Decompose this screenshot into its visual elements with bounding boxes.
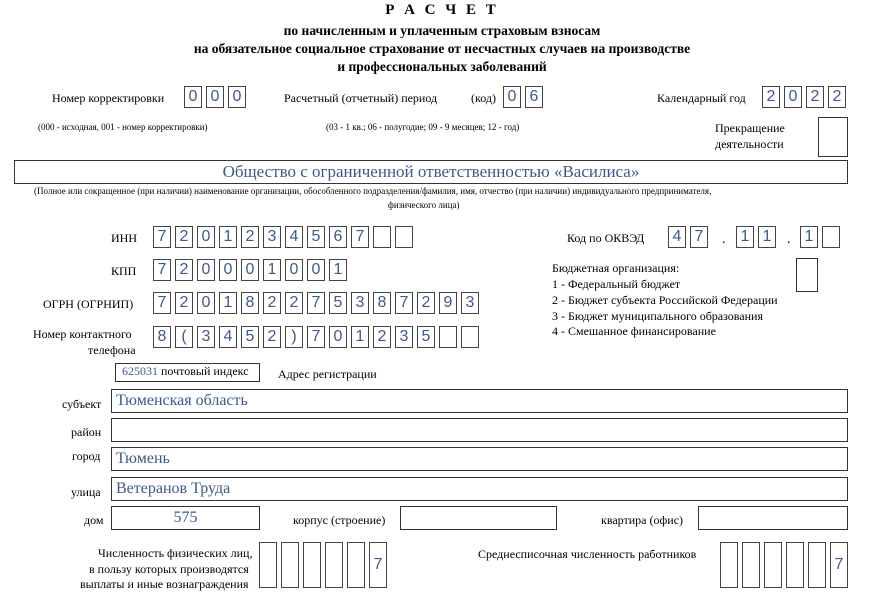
- ogrn-digit[interactable]: 2: [175, 292, 193, 314]
- phone-digit[interactable]: [439, 326, 457, 348]
- inn-digit[interactable]: [373, 226, 391, 248]
- phone-digit[interactable]: 8: [153, 326, 171, 348]
- okved-digit[interactable]: 1: [736, 226, 754, 248]
- individuals-digit[interactable]: [303, 542, 321, 588]
- termination-label-line1: Прекращение: [715, 121, 785, 135]
- period-note: (03 - 1 кв.; 06 - полугодие; 09 - 9 месяцев; 12 - год): [326, 122, 520, 132]
- correction-note: (000 - исходная, 001 - номер корректировки): [38, 122, 208, 132]
- street-field[interactable]: Ветеранов Труда: [111, 477, 848, 501]
- org-name-note-line1: (Полное или сокращенное (при наличии) наименование организации, обособленного подразделения/фамилия, имя, отчество (при наличии) индивидуального предпринимателя,: [34, 186, 712, 196]
- house-field[interactable]: 575: [111, 506, 260, 530]
- ogrn-digit[interactable]: 2: [417, 292, 435, 314]
- inn-digit[interactable]: [395, 226, 413, 248]
- kpp-digit[interactable]: 0: [197, 259, 215, 281]
- individuals-digit[interactable]: [347, 542, 365, 588]
- okved-digit[interactable]: 1: [758, 226, 776, 248]
- postal-code-field[interactable]: [115, 363, 260, 382]
- period-code-label: (код): [471, 91, 496, 105]
- year-cells[interactable]: [762, 86, 850, 108]
- org-name-field[interactable]: [14, 160, 848, 184]
- individuals-label-line3: выплаты и иные вознаграждения: [80, 577, 249, 591]
- ogrn-digit[interactable]: 9: [439, 292, 457, 314]
- postal-code-label: почтовый индекс: [161, 364, 249, 378]
- budget-option: 4 - Смешанное финансирование: [552, 324, 716, 338]
- apartment-field[interactable]: [698, 506, 848, 530]
- kpp-digit[interactable]: 7: [153, 259, 171, 281]
- kpp-label: КПП: [111, 264, 137, 278]
- okved-digit[interactable]: 1: [800, 226, 818, 248]
- budget-option: 2 - Бюджет субъекта Российской Федерации: [552, 293, 778, 307]
- phone-digit[interactable]: 1: [351, 326, 369, 348]
- period-label: Расчетный (отчетный) период: [284, 91, 438, 105]
- ogrn-digit[interactable]: 7: [307, 292, 325, 314]
- kpp-digit[interactable]: 1: [329, 259, 347, 281]
- phone-digit[interactable]: 5: [241, 326, 259, 348]
- district-field[interactable]: [111, 418, 848, 442]
- okved-dot: .: [722, 232, 726, 247]
- termination-checkbox[interactable]: [818, 117, 848, 157]
- budget-option: 1 - Федеральный бюджет: [552, 277, 681, 291]
- street-label: улица: [71, 485, 101, 499]
- okved-part2-cells[interactable]: [736, 226, 780, 248]
- org-name-note-line2: физического лица): [388, 200, 460, 210]
- okved-part3-cells[interactable]: [800, 226, 844, 248]
- ogrn-digit[interactable]: 2: [285, 292, 303, 314]
- individuals-digit[interactable]: [325, 542, 343, 588]
- okved-digit[interactable]: 4: [668, 226, 686, 248]
- inn-digit[interactable]: 5: [307, 226, 325, 248]
- phone-cells[interactable]: [153, 326, 483, 348]
- house-label: дом: [84, 513, 104, 527]
- region-field[interactable]: Тюменская область: [111, 389, 848, 413]
- inn-cells[interactable]: [153, 226, 417, 248]
- ogrn-digit[interactable]: 2: [263, 292, 281, 314]
- year-digit[interactable]: 2: [806, 86, 824, 108]
- ogrn-digit[interactable]: 1: [219, 292, 237, 314]
- phone-label-line1: Номер контактного: [33, 327, 132, 341]
- avg-headcount-digit[interactable]: 7: [830, 542, 848, 588]
- city-field[interactable]: Тюмень: [111, 447, 848, 471]
- phone-digit[interactable]: 5: [417, 326, 435, 348]
- phone-digit[interactable]: 7: [307, 326, 325, 348]
- individuals-digit[interactable]: [281, 542, 299, 588]
- inn-digit[interactable]: 3: [263, 226, 281, 248]
- ogrn-cells[interactable]: [153, 292, 483, 314]
- okved-part1-cells[interactable]: [668, 226, 712, 248]
- building-label: корпус (строение): [293, 513, 386, 527]
- year-digit[interactable]: 0: [784, 86, 802, 108]
- avg-headcount-digit[interactable]: [720, 542, 738, 588]
- inn-digit[interactable]: 6: [329, 226, 347, 248]
- correction-digit[interactable]: 0: [184, 86, 202, 108]
- building-field[interactable]: [400, 506, 557, 530]
- budget-option: 3 - Бюджет муниципального образования: [552, 309, 763, 323]
- okved-label: Код по ОКВЭД: [567, 231, 645, 245]
- correction-digit[interactable]: 0: [206, 86, 224, 108]
- okved-digit[interactable]: [822, 226, 840, 248]
- year-digit[interactable]: 2: [828, 86, 846, 108]
- form-title: Р А С Ч Е Т: [385, 2, 499, 18]
- ogrn-digit[interactable]: 7: [395, 292, 413, 314]
- form-subtitle-line3: и профессиональных заболеваний: [337, 59, 547, 74]
- district-label: район: [71, 425, 102, 439]
- kpp-digit[interactable]: 0: [241, 259, 259, 281]
- inn-digit[interactable]: 7: [351, 226, 369, 248]
- form-subtitle-line1: по начисленным и уплаченным страховым взносам: [283, 23, 601, 38]
- phone-digit[interactable]: ): [285, 326, 303, 348]
- year-digit[interactable]: 2: [762, 86, 780, 108]
- period-cells[interactable]: [503, 86, 547, 108]
- phone-digit[interactable]: 3: [395, 326, 413, 348]
- phone-label-line2: телефона: [88, 343, 136, 357]
- individuals-digit[interactable]: 7: [369, 542, 387, 588]
- individuals-label-line1: Численность физических лиц,: [98, 546, 253, 560]
- correction-cells[interactable]: [184, 86, 250, 108]
- period-digit[interactable]: 0: [503, 86, 521, 108]
- inn-digit[interactable]: 2: [175, 226, 193, 248]
- correction-label: Номер корректировки: [52, 91, 165, 105]
- ogrn-digit[interactable]: 5: [329, 292, 347, 314]
- period-digit[interactable]: 6: [525, 86, 543, 108]
- correction-digit[interactable]: 0: [228, 86, 246, 108]
- avg-headcount-digit[interactable]: [764, 542, 782, 588]
- form-subtitle-line2: на обязательное социальное страхование от несчастных случаев на производстве: [193, 41, 691, 56]
- inn-digit[interactable]: 0: [197, 226, 215, 248]
- phone-digit[interactable]: 0: [329, 326, 347, 348]
- kpp-digit[interactable]: 1: [263, 259, 281, 281]
- ogrn-label: ОГРН (ОГРНИП): [43, 297, 134, 311]
- org-name-value: Общество с ограниченной ответственностью «Василиса»: [222, 162, 640, 181]
- kpp-digit[interactable]: 0: [285, 259, 303, 281]
- okved-dot: .: [787, 232, 791, 247]
- avg-headcount-label: Среднесписочная численность работников: [478, 547, 697, 561]
- individuals-label-line2: в пользу которых производятся: [89, 562, 249, 576]
- ogrn-digit[interactable]: 8: [373, 292, 391, 314]
- ogrn-digit[interactable]: 3: [461, 292, 479, 314]
- inn-digit[interactable]: 2: [241, 226, 259, 248]
- ogrn-digit[interactable]: 0: [197, 292, 215, 314]
- termination-label-line2: деятельности: [715, 137, 784, 151]
- okved-digit[interactable]: 7: [690, 226, 708, 248]
- budget-label: Бюджетная организация:: [552, 261, 680, 275]
- inn-digit[interactable]: 4: [285, 226, 303, 248]
- individuals-digit[interactable]: [259, 542, 277, 588]
- ogrn-digit[interactable]: 8: [241, 292, 259, 314]
- kpp-digit[interactable]: 0: [219, 259, 237, 281]
- budget-code-cell[interactable]: [796, 258, 818, 292]
- kpp-digit[interactable]: 0: [307, 259, 325, 281]
- avg-headcount-digit[interactable]: [786, 542, 804, 588]
- phone-digit[interactable]: (: [175, 326, 193, 348]
- phone-digit[interactable]: 2: [263, 326, 281, 348]
- postal-code-value: 625031: [122, 364, 158, 378]
- kpp-digit[interactable]: 2: [175, 259, 193, 281]
- apartment-label: квартира (офис): [601, 513, 684, 527]
- inn-digit[interactable]: 1: [219, 226, 237, 248]
- avg-headcount-digit[interactable]: [808, 542, 826, 588]
- avg-headcount-cells[interactable]: [720, 542, 852, 588]
- year-label: Календарный год: [657, 91, 746, 105]
- individuals-cells[interactable]: [259, 542, 391, 588]
- city-label: город: [72, 449, 101, 463]
- phone-digit[interactable]: [461, 326, 479, 348]
- ogrn-digit[interactable]: 7: [153, 292, 171, 314]
- phone-digit[interactable]: 4: [219, 326, 237, 348]
- inn-label: ИНН: [111, 231, 137, 245]
- region-label: субъект: [62, 397, 102, 411]
- address-title: Адрес регистрации: [278, 367, 377, 381]
- phone-digit[interactable]: 3: [197, 326, 215, 348]
- phone-digit[interactable]: 2: [373, 326, 391, 348]
- kpp-cells[interactable]: [153, 259, 351, 281]
- ogrn-digit[interactable]: 3: [351, 292, 369, 314]
- avg-headcount-digit[interactable]: [742, 542, 760, 588]
- inn-digit[interactable]: 7: [153, 226, 171, 248]
